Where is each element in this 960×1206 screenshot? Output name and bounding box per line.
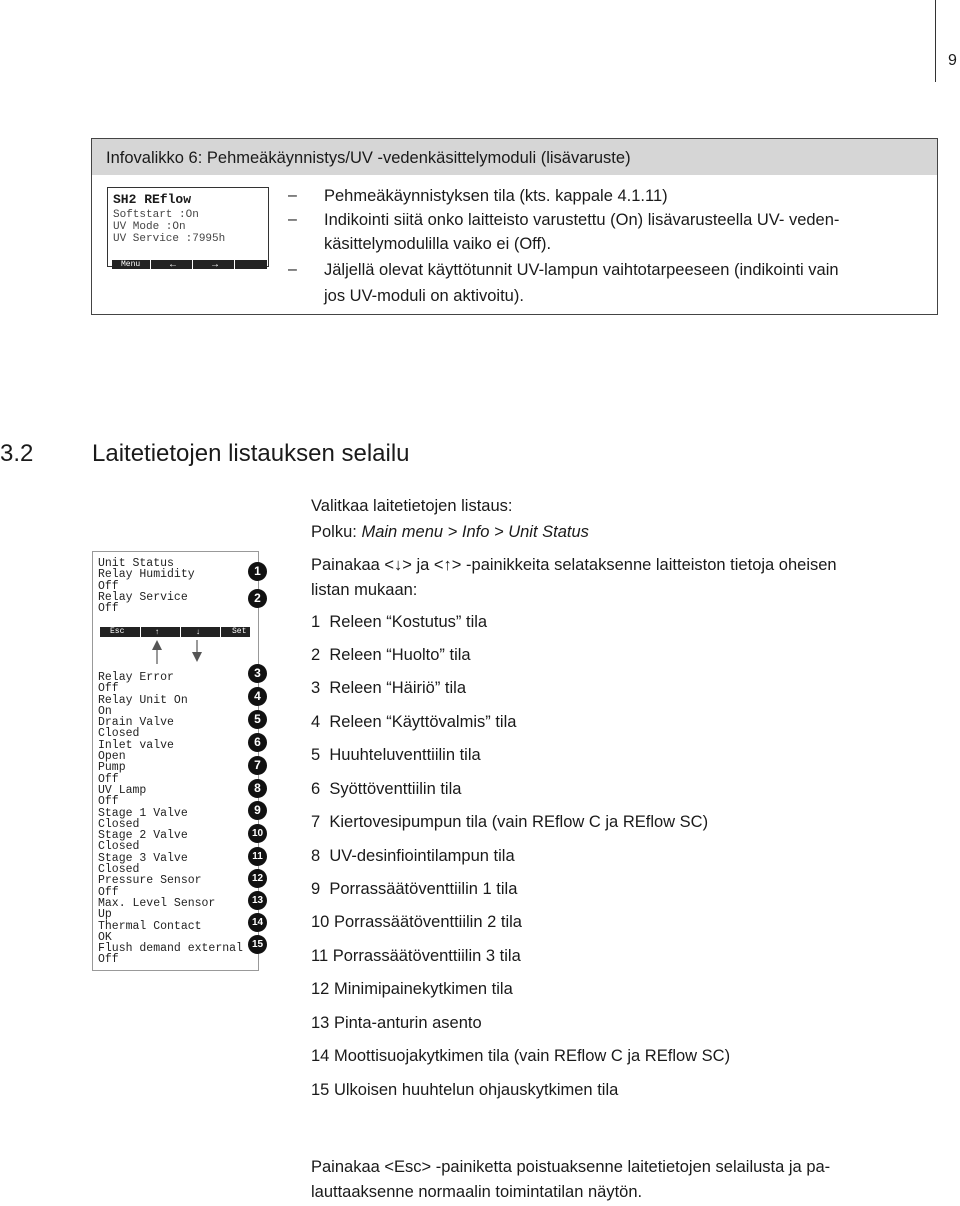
intro-line: Valitkaa laitetietojen listaus:: [311, 497, 513, 515]
set-softkey: Set: [232, 627, 247, 636]
list-item: 3 Releen “Häiriö” tila: [311, 679, 466, 697]
display-line: Off: [98, 885, 119, 899]
display-line: Relay Unit On: [98, 693, 188, 707]
display-line: Off: [98, 579, 119, 593]
display-status-list: [98, 672, 243, 966]
display-line: Inlet valve: [98, 738, 174, 752]
display-line: Softstart :On: [113, 209, 199, 221]
header-divider: [935, 0, 936, 82]
info-box-title: Infovalikko 6: Pehmeäkäynnistys/UV -vedenkäsittelymoduli (lisävaruste): [106, 149, 631, 167]
page-number: 9: [948, 52, 957, 69]
display-line: Pressure Sensor: [98, 874, 202, 888]
footer-line: lauttaaksenne normaalin toimintatilan näytön.: [311, 1183, 643, 1201]
display-line: Relay Service: [98, 590, 188, 604]
navigation-arrows-icon: [143, 638, 213, 666]
display-line: Open: [98, 750, 126, 764]
marker-7: 7: [248, 756, 267, 775]
display-top-lines: [98, 558, 195, 614]
display-line: Stage 3 Valve: [98, 851, 188, 865]
marker-11: 11: [248, 847, 267, 866]
display-line: On: [98, 704, 112, 718]
display-line: Off: [98, 953, 119, 967]
list-item: 2 Releen “Huolto” tila: [311, 646, 471, 664]
display-line: UV Mode :On: [113, 221, 186, 233]
bullet-text: käsittelymodulilla vaiko ei (Off).: [324, 235, 552, 253]
bullet-dash: –: [288, 211, 297, 228]
display-line: Pump: [98, 761, 126, 775]
display-softkey-bar: [112, 260, 267, 269]
list-item: 14 Moottisuojakytkimen tila (vain REflow C ja REflow SC): [311, 1047, 731, 1065]
display-softkey-bar: [100, 627, 250, 637]
bullet-dash: –: [288, 187, 297, 204]
marker-3: 3: [248, 664, 267, 683]
marker-13: 13: [248, 891, 267, 910]
display-line: UV Service :7995h: [113, 233, 226, 245]
marker-10: 10: [248, 824, 267, 843]
display-line: OK: [98, 930, 112, 944]
list-item: 11 Porrassäätöventtiilin 3 tila: [311, 947, 521, 965]
instruction-line: listan mukaan:: [311, 581, 418, 599]
display-header: SH2 REflow: [113, 192, 192, 207]
display-line: Relay Error: [98, 671, 174, 684]
menu-softkey: Menu: [121, 260, 141, 269]
marker-14: 14: [248, 913, 267, 932]
instruction-line: Painakaa <↓> ja <↑> -painikkeita selataksenne laitteiston tietoja oheisen: [311, 556, 837, 574]
marker-2: 2: [248, 589, 267, 608]
display-line: Off: [98, 795, 119, 809]
display-line: Drain Valve: [98, 716, 174, 730]
display-line: Max. Level Sensor: [98, 896, 216, 910]
marker-12: 12: [248, 869, 267, 888]
bullet-text: Indikointi siitä onko laitteisto varustettu (On) lisävarusteella UV- veden-: [324, 211, 840, 229]
list-item: 4 Releen “Käyttövalmis” tila: [311, 713, 517, 731]
path-value: Main menu > Info > Unit Status: [361, 523, 589, 541]
display-line: UV Lamp: [98, 783, 147, 797]
marker-15: 15: [248, 935, 267, 954]
left-arrow-icon: ←: [168, 259, 178, 270]
display-line: Stage 1 Valve: [98, 806, 188, 820]
display-line: Off: [98, 772, 119, 786]
marker-5: 5: [248, 710, 267, 729]
list-item: 10 Porrassäätöventtiilin 2 tila: [311, 913, 522, 931]
bullet-text: Jäljellä olevat käyttötunnit UV-lampun vaihtotarpeeseen (indikointi vain: [324, 261, 839, 279]
section-title: Laitetietojen listauksen selailu: [92, 440, 410, 467]
list-item: 1 Releen “Kostutus” tila: [311, 613, 488, 631]
list-item: 13 Pinta-anturin asento: [311, 1014, 482, 1032]
display-line: Closed: [98, 817, 140, 831]
bullet-text: jos UV-moduli on aktivoitu).: [324, 287, 524, 305]
display-line: Closed: [98, 727, 140, 741]
display-line: Closed: [98, 863, 140, 877]
section-number: 3.2: [0, 440, 34, 467]
display-line: Relay Humidity: [98, 568, 195, 582]
marker-4: 4: [248, 687, 267, 706]
path-prefix: Polku:: [311, 523, 362, 541]
info-box: [91, 138, 938, 315]
marker-9: 9: [248, 801, 267, 820]
list-item: 15 Ulkoisen huuhtelun ohjauskytkimen tila: [311, 1081, 619, 1099]
list-item: 9 Porrassäätöventtiilin 1 tila: [311, 880, 518, 898]
up-arrow-icon: ↑: [155, 627, 159, 636]
marker-8: 8: [248, 779, 267, 798]
esc-softkey: Esc: [110, 627, 125, 636]
info-box-header: [92, 139, 937, 175]
display-line: Closed: [98, 840, 140, 854]
display-softstart-uv: [107, 187, 269, 270]
display-line: Unit Status: [98, 557, 174, 570]
menu-path: [311, 521, 589, 543]
unit-status-display: [92, 551, 259, 971]
display-line: Off: [98, 682, 119, 696]
display-line: Off: [98, 602, 119, 616]
bullet-text: Pehmeäkäynnistyksen tila (kts. kappale 4.1.11): [324, 187, 668, 205]
display-line: Thermal Contact: [98, 919, 202, 933]
footer-line: Painakaa <Esc> -painiketta poistuaksenne laitetietojen selailusta ja pa-: [311, 1158, 831, 1176]
bullet-dash: –: [288, 261, 297, 278]
marker-1: 1: [248, 562, 267, 581]
down-arrow-icon: ↓: [196, 627, 200, 636]
list-item: 6 Syöttöventtiilin tila: [311, 780, 462, 798]
right-arrow-icon: →: [210, 259, 220, 270]
list-item: 7 Kiertovesipumpun tila (vain REflow C ja REflow SC): [311, 813, 709, 831]
marker-6: 6: [248, 733, 267, 752]
list-item: 5 Huuhteluventtiilin tila: [311, 746, 481, 764]
list-item: 12 Minimipainekytkimen tila: [311, 980, 513, 998]
display-line: Stage 2 Valve: [98, 829, 188, 843]
display-line: Flush demand external: [98, 942, 243, 956]
display-line: Up: [98, 908, 112, 922]
list-item: 8 UV-desinfiointilampun tila: [311, 847, 515, 865]
